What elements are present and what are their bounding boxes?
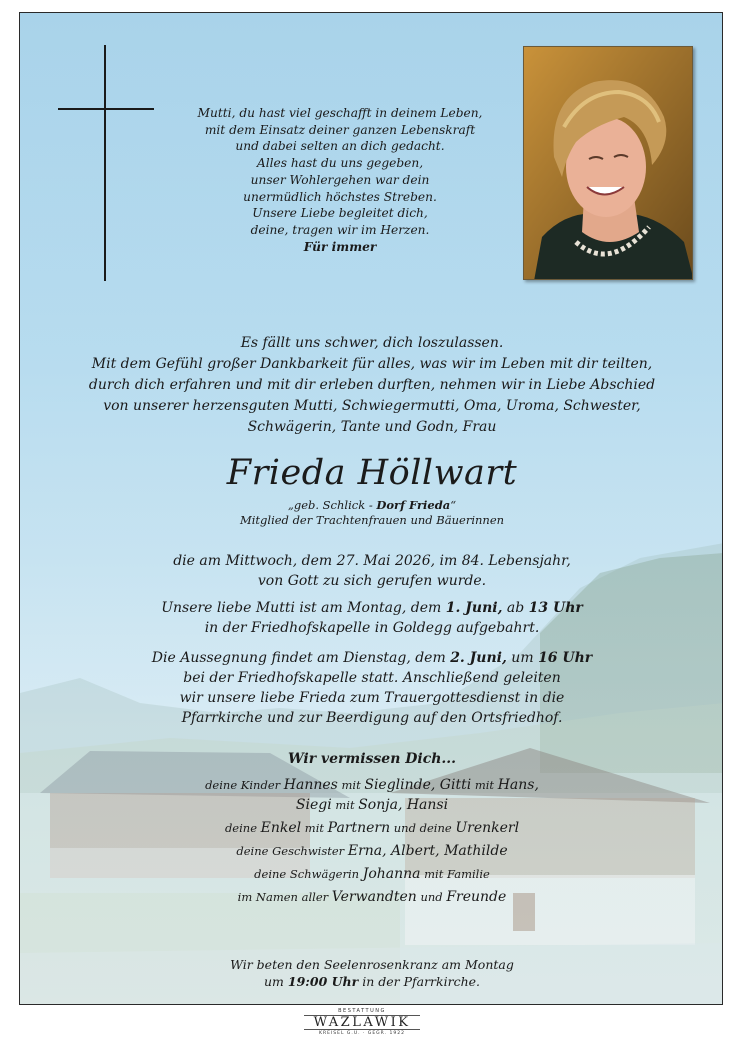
birth-name-suffix: “ <box>450 498 457 512</box>
name: Hans, <box>497 777 539 793</box>
sister-in-law-line <box>20 864 723 884</box>
laying-out-line: in der Friedhofskapelle in Goldegg aufgebahrt. <box>204 620 540 636</box>
farewell-text <box>20 333 723 438</box>
text: ab <box>502 600 529 616</box>
text: um <box>264 974 288 989</box>
time: 16 Uhr <box>538 650 593 666</box>
deceased-details <box>20 498 723 528</box>
time: 13 Uhr <box>528 600 583 616</box>
farewell-line: Es fällt uns schwer, dich loszulassen. <box>240 335 504 351</box>
text: deine Kinder <box>205 778 284 792</box>
funeral-home-logo <box>300 1008 424 1036</box>
rosary-line <box>20 973 723 990</box>
grandchildren-line <box>20 818 723 838</box>
laying-out-line <box>20 598 723 618</box>
funeral-line: Pfarrkirche und zur Beerdigung auf den Ortsfriedhof. <box>181 710 563 726</box>
relatives-line <box>20 887 723 907</box>
text: um <box>506 650 539 666</box>
text: mit Familie <box>420 867 490 881</box>
logo-wordmark: WAZLAWIK <box>304 1015 420 1030</box>
name: Verwandten <box>331 889 417 905</box>
name: Hannes <box>283 777 338 793</box>
text: mit <box>301 821 328 835</box>
time: 19:00 Uhr <box>287 974 359 989</box>
date: 2. Juni, <box>450 650 507 666</box>
birth-name-prefix: „geb. Schlick - <box>287 498 377 512</box>
memorial-poem <box>160 105 520 255</box>
funeral-notice <box>20 648 723 728</box>
laying-out-notice <box>20 598 723 638</box>
text: mit <box>471 778 498 792</box>
text: mit <box>331 798 359 812</box>
death-line: von Gott zu sich gerufen wurde. <box>257 573 487 589</box>
name: Sieglinde, Gitti <box>364 777 472 793</box>
text: deine <box>224 821 261 835</box>
death-notice <box>20 551 723 591</box>
rosary-line: Wir beten den Seelenrosenkranz am Montag <box>230 957 514 972</box>
name: Freunde <box>446 889 507 905</box>
text: mit <box>337 778 365 792</box>
deceased-name: Frieda Höllwart <box>226 453 518 493</box>
name: Erna, Albert, Mathilde <box>347 843 508 859</box>
name: Johanna <box>362 866 421 882</box>
poem-line: und dabei selten an dich gedacht. <box>235 139 445 154</box>
logo-top-text: BESTATTUNG <box>338 1008 386 1014</box>
text: und deine <box>390 821 456 835</box>
poem-line: unser Wohlergehen war dein <box>250 172 430 187</box>
membership: Mitglied der Trachtenfrauen und Bäuerinnen <box>239 513 505 527</box>
mourners-title: Wir vermissen Dich... <box>287 751 457 767</box>
text: in der Pfarrkirche. <box>358 974 480 989</box>
children-line <box>20 795 723 815</box>
obituary-card <box>19 12 723 1005</box>
children-line <box>20 775 723 795</box>
mourners-list <box>20 775 723 907</box>
cross-icon <box>104 45 106 281</box>
birth-name-line <box>20 498 723 513</box>
farewell-line: Schwägerin, Tante und Godn, Frau <box>247 419 497 435</box>
poem-line: Alles hast du uns gegeben, <box>256 156 424 171</box>
cross-icon-bar <box>58 108 154 110</box>
farewell-line: durch dich erfahren und mit dir erleben durften, nehmen wir in Liebe Abschied <box>88 377 656 393</box>
text: Unsere liebe Mutti ist am Montag, dem <box>161 600 446 616</box>
name: Enkel <box>260 820 302 836</box>
name: Siegi <box>295 797 332 813</box>
name: Urenkerl <box>455 820 520 836</box>
funeral-line: bei der Friedhofskapelle statt. Anschließend geleiten <box>183 670 561 686</box>
poem-line: unermüdlich höchstes Streben. <box>243 189 437 204</box>
poem-line: Mutti, du hast viel geschafft in deinem Leben, <box>197 106 483 120</box>
funeral-line <box>20 648 723 668</box>
farewell-line: Mit dem Gefühl großer Dankbarkeit für alles, was wir im Leben mit dir teilten, <box>91 356 653 372</box>
text: deine Geschwister <box>236 844 348 858</box>
nickname: Dorf Frieda <box>376 498 451 512</box>
name: Sonja, Hansi <box>358 797 449 813</box>
date: 1. Juni, <box>445 600 503 616</box>
siblings-line <box>20 841 723 861</box>
portrait-photo <box>523 46 693 280</box>
poem-line: deine, tragen wir im Herzen. <box>250 222 430 237</box>
rosary-notice <box>20 956 723 990</box>
farewell-line: von unserer herzensguten Mutti, Schwiegermutti, Oma, Uroma, Schwester, <box>103 398 641 414</box>
logo-bottom-text: KREISEL G.U. · GEGR. 1922 <box>319 1031 405 1036</box>
text: Die Aussegnung findet am Dienstag, dem <box>151 650 451 666</box>
poem-line: Unsere Liebe begleitet dich, <box>252 206 428 221</box>
poem-closing: Für immer <box>303 239 377 254</box>
name: Partnern <box>327 820 391 836</box>
funeral-line: wir unsere liebe Frieda zum Trauergottesdienst in die <box>179 690 565 706</box>
text: und <box>416 890 447 904</box>
text: deine Schwägerin <box>254 867 363 881</box>
text: im Namen aller <box>237 890 332 904</box>
poem-line: mit dem Einsatz deiner ganzen Lebenskraft <box>204 122 476 137</box>
death-line: die am Mittwoch, dem 27. Mai 2026, im 84. Lebensjahr, <box>173 553 571 569</box>
portrait-image <box>524 47 693 280</box>
